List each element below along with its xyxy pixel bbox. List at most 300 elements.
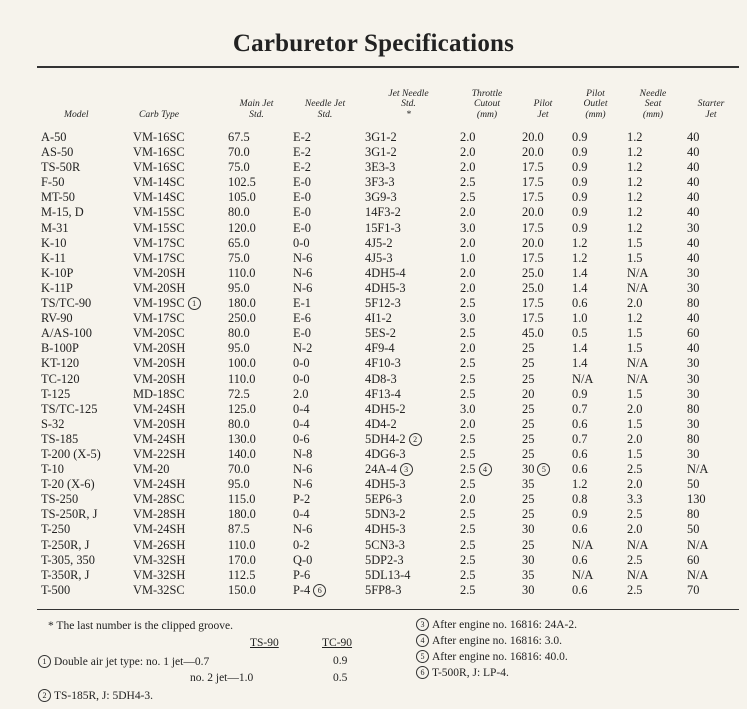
table-row xyxy=(37,190,739,205)
cell-value: 2.0 xyxy=(460,416,476,431)
cell-value: T-20 (X-6) xyxy=(41,477,95,492)
cell-value: 15F1-3 xyxy=(365,220,401,235)
cell-value: 17.5 xyxy=(522,220,544,235)
footnote-marker: 6 xyxy=(313,584,326,597)
cell-value: 25 xyxy=(522,341,535,356)
cell-needle-jet xyxy=(289,236,361,251)
cell-starter-jet xyxy=(683,221,739,236)
cell-throttle-cutout xyxy=(456,553,518,568)
cell-value: VM-26SH xyxy=(133,537,186,552)
cell-value: 25 xyxy=(522,446,535,461)
cell-value: 80 xyxy=(687,507,700,522)
table-row xyxy=(37,311,739,326)
cell-value: VM-20 xyxy=(133,462,170,477)
cell-throttle-cutout xyxy=(456,462,518,477)
col-header-needle-seat: Needle Seat (mm) xyxy=(639,87,667,120)
cell-value: P-4 xyxy=(293,582,311,597)
cell-jet-needle xyxy=(361,160,456,175)
cell-jet-needle xyxy=(361,553,456,568)
cell-pilot-jet xyxy=(518,417,568,432)
cell-pilot-jet xyxy=(518,553,568,568)
cell-value: E-0 xyxy=(293,205,311,220)
cell-main-jet xyxy=(224,372,289,387)
cell-throttle-cutout xyxy=(456,281,518,296)
cell-pilot-outlet xyxy=(568,387,623,402)
table-row xyxy=(37,417,739,432)
cell-starter-jet xyxy=(683,462,739,477)
cell-model xyxy=(37,477,129,492)
cell-pilot-outlet xyxy=(568,507,623,522)
footnote-marker: 1 xyxy=(38,655,51,668)
cell-pilot-jet xyxy=(518,387,568,402)
cell-value: 3.0 xyxy=(460,401,476,416)
cell-main-jet xyxy=(224,356,289,371)
cell-throttle-cutout xyxy=(456,492,518,507)
cell-pilot-jet xyxy=(518,522,568,537)
cell-value: 5F12-3 xyxy=(365,296,401,311)
cell-value: 1.0 xyxy=(572,311,588,326)
cell-value: 4I1-2 xyxy=(365,311,392,326)
cell-value: 3.0 xyxy=(460,220,476,235)
cell-starter-jet xyxy=(683,568,739,583)
footnote-text: T-500R, J: LP-4. xyxy=(432,667,509,679)
cell-starter-jet xyxy=(683,553,739,568)
cell-value: 5DP2-3 xyxy=(365,552,404,567)
cell-value: 3G9-3 xyxy=(365,190,397,205)
cell-value: 2.5 xyxy=(460,522,476,537)
cell-value: P-6 xyxy=(293,567,311,582)
cell-value: TS-250 xyxy=(41,492,79,507)
cell-pilot-outlet xyxy=(568,296,623,311)
cell-starter-jet xyxy=(683,266,739,281)
table-row xyxy=(37,492,739,507)
cell-starter-jet xyxy=(683,251,739,266)
cell-value: 4DG6-3 xyxy=(365,446,406,461)
footnote-marker: 4 xyxy=(479,463,492,476)
cell-main-jet xyxy=(224,221,289,236)
cell-model xyxy=(37,175,129,190)
cell-needle-jet xyxy=(289,522,361,537)
table-row xyxy=(37,447,739,462)
table-row xyxy=(37,296,739,311)
cell-value: Q-0 xyxy=(293,552,313,567)
cell-needle-seat xyxy=(623,175,683,190)
cell-value: 17.5 xyxy=(522,160,544,175)
cell-value: N/A xyxy=(687,567,709,582)
cell-needle-seat xyxy=(623,462,683,477)
cell-throttle-cutout xyxy=(456,251,518,266)
cell-value: 5CN3-3 xyxy=(365,537,405,552)
cell-value: 30 xyxy=(687,265,700,280)
cell-value: E-6 xyxy=(293,311,311,326)
cell-value: 65.0 xyxy=(228,235,250,250)
cell-value: T-250R, J xyxy=(41,537,90,552)
cell-jet-needle xyxy=(361,568,456,583)
cell-model xyxy=(37,326,129,341)
cell-pilot-jet xyxy=(518,477,568,492)
col-header-model: Model xyxy=(64,108,89,120)
cell-pilot-outlet xyxy=(568,447,623,462)
cell-pilot-jet xyxy=(518,356,568,371)
cell-pilot-outlet xyxy=(568,145,623,160)
cell-jet-needle xyxy=(361,311,456,326)
cell-value: 87.5 xyxy=(228,522,250,537)
cell-starter-jet xyxy=(683,311,739,326)
cell-model xyxy=(37,120,129,145)
cell-throttle-cutout xyxy=(456,417,518,432)
cell-main-jet xyxy=(224,120,289,145)
cell-value: 80.0 xyxy=(228,326,250,341)
cell-value: 40 xyxy=(687,250,700,265)
footnote-marker: 3 xyxy=(416,618,429,631)
cell-throttle-cutout xyxy=(456,205,518,220)
table-row xyxy=(37,326,739,341)
cell-value: 3.3 xyxy=(627,492,643,507)
cell-value: 4DH5-3 xyxy=(365,280,406,295)
table-row xyxy=(37,402,739,417)
cell-pilot-outlet xyxy=(568,553,623,568)
cell-value: 20.0 xyxy=(522,235,544,250)
cell-value: K-11 xyxy=(41,250,67,265)
cell-pilot-jet xyxy=(518,251,568,266)
cell-value: N-8 xyxy=(293,446,313,461)
cell-value: 170.0 xyxy=(228,552,256,567)
cell-starter-jet xyxy=(683,281,739,296)
cell-value: 0.9 xyxy=(572,130,588,144)
table-row xyxy=(37,221,739,236)
cell-value: 95.0 xyxy=(228,477,250,492)
cell-value: 2.0 xyxy=(627,296,643,311)
cell-value: 1.2 xyxy=(572,477,588,492)
cell-value: 1.5 xyxy=(627,250,643,265)
cell-value: 30 xyxy=(522,582,535,597)
cell-value: 30 xyxy=(687,280,700,295)
table-row xyxy=(37,553,739,568)
footnote-marker: 2 xyxy=(38,689,51,702)
cell-value: 1.0 xyxy=(460,250,476,265)
cell-value: 30 xyxy=(687,446,700,461)
cell-value: 0.6 xyxy=(572,462,588,477)
carburetor-specs-table xyxy=(37,72,739,598)
cell-value: T-500 xyxy=(41,582,71,597)
cell-value: K-10P xyxy=(41,265,74,280)
footnote-marker: 3 xyxy=(400,463,413,476)
cell-value: 0.7 xyxy=(572,401,588,416)
cell-pilot-outlet xyxy=(568,120,623,145)
cell-value: VM-16SC xyxy=(133,130,185,144)
cell-value: 0.7 xyxy=(572,431,588,446)
cell-value: 2.5 xyxy=(460,190,476,205)
cell-value: AS-50 xyxy=(41,145,74,160)
cell-value: 2.5 xyxy=(627,507,643,522)
cell-starter-jet xyxy=(683,175,739,190)
cell-value: 80 xyxy=(687,401,700,416)
cell-value: 1.5 xyxy=(627,446,643,461)
cell-throttle-cutout xyxy=(456,372,518,387)
cell-needle-jet xyxy=(289,281,361,296)
cell-main-jet xyxy=(224,296,289,311)
cell-needle-seat xyxy=(623,477,683,492)
cell-value: 2.0 xyxy=(460,160,476,175)
cell-carb-type xyxy=(129,190,224,205)
cell-main-jet xyxy=(224,492,289,507)
cell-value: VM-32SH xyxy=(133,552,186,567)
cell-jet-needle xyxy=(361,462,456,477)
cell-value: TS-50R xyxy=(41,160,81,175)
cell-carb-type xyxy=(129,145,224,160)
cell-carb-type xyxy=(129,462,224,477)
cell-value: 20.0 xyxy=(522,130,544,144)
cell-pilot-jet xyxy=(518,492,568,507)
cell-value: N-6 xyxy=(293,462,313,477)
cell-starter-jet xyxy=(683,583,739,598)
cell-value: MT-50 xyxy=(41,190,75,205)
cell-value: 60 xyxy=(687,326,700,341)
cell-value: 4DH5-2 xyxy=(365,401,406,416)
cell-main-jet xyxy=(224,417,289,432)
cell-throttle-cutout xyxy=(456,583,518,598)
cell-throttle-cutout xyxy=(456,568,518,583)
cell-value: 100.0 xyxy=(228,356,256,371)
cell-value: 30 xyxy=(522,462,535,477)
cell-value: 0.5 xyxy=(572,326,588,341)
cell-throttle-cutout xyxy=(456,522,518,537)
cell-value: E-0 xyxy=(293,175,311,190)
cell-value: N/A xyxy=(687,462,709,477)
footer-rule xyxy=(37,609,739,610)
cell-needle-seat xyxy=(623,372,683,387)
cell-value: 1.2 xyxy=(627,205,643,220)
cell-model xyxy=(37,492,129,507)
cell-value: 95.0 xyxy=(228,280,250,295)
table-row xyxy=(37,175,739,190)
cell-carb-type xyxy=(129,205,224,220)
cell-pilot-outlet xyxy=(568,251,623,266)
cell-value: 4J5-2 xyxy=(365,235,393,250)
footnote-1 xyxy=(38,655,209,668)
cell-value: 2.0 xyxy=(293,386,309,401)
cell-needle-jet xyxy=(289,341,361,356)
cell-value: 2.0 xyxy=(460,280,476,295)
cell-pilot-jet xyxy=(518,432,568,447)
cell-value: F-50 xyxy=(41,175,65,190)
cell-throttle-cutout xyxy=(456,175,518,190)
table-row xyxy=(37,583,739,598)
cell-main-jet xyxy=(224,145,289,160)
cell-value: VM-17SC xyxy=(133,235,185,250)
cell-value: 40 xyxy=(687,311,700,326)
footnote-marker: 5 xyxy=(537,463,550,476)
cell-value: 125.0 xyxy=(228,401,256,416)
cell-value: 0-4 xyxy=(293,416,310,431)
cell-jet-needle xyxy=(361,402,456,417)
cell-pilot-outlet xyxy=(568,341,623,356)
cell-value: 2.0 xyxy=(627,401,643,416)
cell-starter-jet xyxy=(683,507,739,522)
cell-value: 40 xyxy=(687,160,700,175)
cell-value: 0.9 xyxy=(572,507,588,522)
cell-value: VM-20SH xyxy=(133,280,186,295)
cell-model xyxy=(37,205,129,220)
col-header-carb-type: Carb Type xyxy=(139,108,180,120)
cell-main-jet xyxy=(224,236,289,251)
table-row xyxy=(37,507,739,522)
cell-main-jet xyxy=(224,326,289,341)
cell-jet-needle xyxy=(361,281,456,296)
cell-pilot-jet xyxy=(518,583,568,598)
cell-main-jet xyxy=(224,341,289,356)
cell-main-jet xyxy=(224,583,289,598)
cell-value: 2.0 xyxy=(460,341,476,356)
cell-value: E-2 xyxy=(293,145,311,160)
cell-main-jet xyxy=(224,160,289,175)
cell-value: 35 xyxy=(522,567,535,582)
cell-value: 40 xyxy=(687,235,700,250)
cell-value: VM-32SC xyxy=(133,582,185,597)
cell-value: M-15, D xyxy=(41,205,84,220)
cell-value: 0.9 xyxy=(572,220,588,235)
cell-value: RV-90 xyxy=(41,311,73,326)
cell-value: N/A xyxy=(627,356,649,371)
cell-value: 0-2 xyxy=(293,537,310,552)
cell-starter-jet xyxy=(683,145,739,160)
cell-value: E-0 xyxy=(293,190,311,205)
cell-value: 5ES-2 xyxy=(365,326,396,341)
cell-value: 30 xyxy=(522,522,535,537)
cell-carb-type xyxy=(129,356,224,371)
cell-needle-jet xyxy=(289,492,361,507)
cell-starter-jet xyxy=(683,205,739,220)
cell-throttle-cutout xyxy=(456,296,518,311)
cell-value: N-6 xyxy=(293,477,313,492)
cell-model xyxy=(37,296,129,311)
cell-value: 2.5 xyxy=(460,462,476,477)
cell-throttle-cutout xyxy=(456,356,518,371)
table-row xyxy=(37,341,739,356)
cell-value: VM-15SC xyxy=(133,220,185,235)
cell-pilot-outlet xyxy=(568,175,623,190)
cell-pilot-jet xyxy=(518,462,568,477)
cell-needle-jet xyxy=(289,568,361,583)
cell-needle-jet xyxy=(289,145,361,160)
table-row xyxy=(37,266,739,281)
cell-value: 30 xyxy=(687,371,700,386)
cell-pilot-outlet xyxy=(568,492,623,507)
footnote-3 xyxy=(416,618,577,631)
cell-pilot-jet xyxy=(518,326,568,341)
cell-carb-type xyxy=(129,236,224,251)
cell-value: 0.9 xyxy=(572,386,588,401)
cell-needle-jet xyxy=(289,175,361,190)
footnote-text: Double air jet type: no. 1 jet—0.7 xyxy=(54,656,210,668)
cell-pilot-outlet xyxy=(568,522,623,537)
cell-starter-jet xyxy=(683,538,739,553)
cell-value: T-350R, J xyxy=(41,567,90,582)
cell-needle-jet xyxy=(289,507,361,522)
cell-value: 0.6 xyxy=(572,446,588,461)
cell-needle-seat xyxy=(623,145,683,160)
cell-value: 0.6 xyxy=(572,582,588,597)
cell-pilot-outlet xyxy=(568,402,623,417)
cell-value: VM-20SC xyxy=(133,326,185,341)
cell-value: 70 xyxy=(687,582,700,597)
cell-value: TS-250R, J xyxy=(41,507,98,522)
cell-pilot-jet xyxy=(518,205,568,220)
cell-needle-seat xyxy=(623,447,683,462)
cell-model xyxy=(37,462,129,477)
cell-value: VM-17SC xyxy=(133,250,185,265)
cell-value: 70.0 xyxy=(228,462,250,477)
cell-value: 2.0 xyxy=(627,431,643,446)
cell-value: 30 xyxy=(687,356,700,371)
cell-starter-jet xyxy=(683,326,739,341)
cell-value: K-11P xyxy=(41,280,73,295)
cell-value: 20.0 xyxy=(522,205,544,220)
cell-value: 110.0 xyxy=(228,537,256,552)
cell-needle-jet xyxy=(289,583,361,598)
cell-model xyxy=(37,553,129,568)
cell-pilot-jet xyxy=(518,538,568,553)
cell-pilot-jet xyxy=(518,447,568,462)
cell-carb-type xyxy=(129,326,224,341)
col-header-needle-jet: Needle Jet Std. xyxy=(304,98,346,120)
cell-value: 1.2 xyxy=(627,145,643,160)
cell-pilot-jet xyxy=(518,402,568,417)
cell-value: 2.5 xyxy=(460,386,476,401)
cell-carb-type xyxy=(129,160,224,175)
cell-value: 2.5 xyxy=(627,582,643,597)
cell-carb-type xyxy=(129,583,224,598)
cell-needle-jet xyxy=(289,402,361,417)
cell-value: 2.5 xyxy=(460,582,476,597)
cell-carb-type xyxy=(129,417,224,432)
cell-needle-seat xyxy=(623,507,683,522)
cell-main-jet xyxy=(224,553,289,568)
cell-carb-type xyxy=(129,221,224,236)
cell-throttle-cutout xyxy=(456,160,518,175)
table-row xyxy=(37,281,739,296)
cell-value: 40 xyxy=(687,190,700,205)
cell-jet-needle xyxy=(361,341,456,356)
cell-value: E-0 xyxy=(293,326,311,341)
cell-main-jet xyxy=(224,538,289,553)
cell-throttle-cutout xyxy=(456,538,518,553)
cell-main-jet xyxy=(224,281,289,296)
cell-jet-needle xyxy=(361,522,456,537)
cell-value: 1.5 xyxy=(627,416,643,431)
cell-value: 17.5 xyxy=(522,175,544,190)
cell-value: 50 xyxy=(687,477,700,492)
cell-jet-needle xyxy=(361,492,456,507)
cell-value: 0.6 xyxy=(572,416,588,431)
cell-value: 140.0 xyxy=(228,446,256,461)
cell-carb-type xyxy=(129,522,224,537)
cell-jet-needle xyxy=(361,266,456,281)
cell-value: 0.9 xyxy=(572,175,588,190)
footnote-marker: 5 xyxy=(416,650,429,663)
cell-main-jet xyxy=(224,432,289,447)
cell-value: 75.0 xyxy=(228,160,250,175)
cell-value: 130.0 xyxy=(228,431,256,446)
cell-carb-type xyxy=(129,568,224,583)
footnote-subhead-ts90: TS-90 xyxy=(250,637,279,649)
col-header-starter-jet: Starter Jet xyxy=(697,98,725,120)
cell-carb-type xyxy=(129,447,224,462)
cell-value: B-100P xyxy=(41,341,79,356)
cell-value: N/A xyxy=(687,537,709,552)
cell-value: VM-20SH xyxy=(133,356,186,371)
cell-pilot-outlet xyxy=(568,462,623,477)
